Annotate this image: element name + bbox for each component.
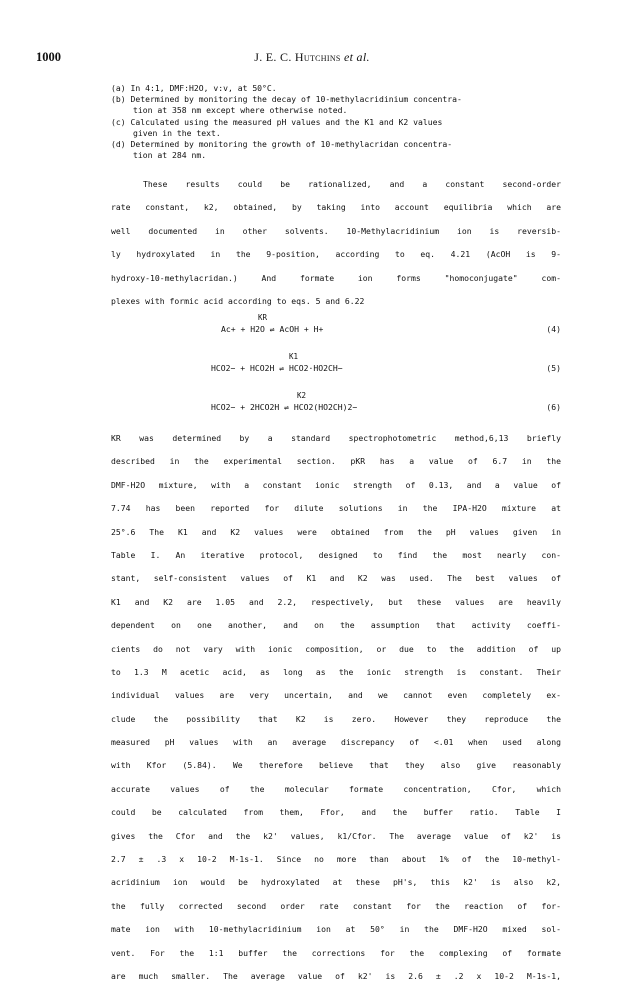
footnote-line: tion at 358 nm except where otherwise noted. [133,105,348,116]
text-line: 2.7 ± .3 x 10-2 M-1s-1. Since no more than about 1% of the 10-methyl- [111,854,561,865]
table-footnotes [111,83,561,161]
text-line: clude the possibility that K2 is zero. However they reproduce the [111,713,561,724]
equation-6 [111,391,561,421]
text-line: ly hydroxylated in the 9-position, according to eq. 4.21 (AcOH is 9- [111,249,561,260]
text-line: KR was determined by a standard spectrophotometric method,6,13 briefly [111,433,561,443]
page-header [36,50,588,66]
text-line: are much smaller. The average value of k2' is 2.6 ± .2 x 10-2 M-1s-1, [111,970,561,981]
equation-number: (6) [546,402,561,412]
footnote-line: (d) Determined by monitoring the growth of 10-methylacridan concentra- [111,139,453,150]
text-line: hydroxy-10-methylacridan.) And formate ion forms "homoconjugate" com- [111,272,561,283]
footnote-line: tion at 284 nm. [133,150,207,161]
text-line: mate ion with 10-methylacridinium ion at 50° in the DMF-H2O mixed sol- [111,924,561,935]
text-line: DMF-H2O mixture, with a constant ionic strength of 0.13, and a value of [111,479,561,490]
text-line: accurate values of the molecular formate concentration, Cfor, which [111,783,561,794]
text-line: the fully corrected second order rate constant for the reaction of for- [111,900,561,911]
equilibrium-constant: KR [258,313,268,322]
text-line: acridinium ion would be hydroxylated at these pH's, this k2' is also k2, [111,877,561,888]
text-line: with Kfor (5.84). We therefore believe that they also give reasonably [111,760,561,771]
text-line: measured pH values with an average discrepancy of <.01 when used along [111,737,561,748]
equation-4 [111,313,561,343]
equilibrium-constant: K1 [289,352,299,361]
text-line: well documented in other solvents. 10-Methylacridinium ion is reversib- [111,225,561,236]
text-line: These results could be rationalized, and a constant second-order [143,179,561,189]
equilibrium-constant: K2 [297,391,307,400]
footnote-line: (c) Calculated using the measured pH values and the K1 and K2 values [111,116,443,127]
equation-number: (4) [546,324,561,334]
text-line: 7.74 has been reported for dilute solutions in the IPA-H2O mixture at [111,503,561,514]
text-line: to 1.3 M acetic acid, as long as the ionic strength is constant. Their [111,666,561,677]
text-line: dependent on one another, and on the assumption that activity coeffi- [111,620,561,631]
equation-text: Ac+ + H2O ⇌ AcOH + H+ [221,324,324,334]
text-line: cients do not vary with ionic composition, or due to the addition of up [111,643,561,654]
footnote-line: (a) In 4:1, DMF:H2O, v:v, at 50°C. [111,83,277,93]
text-line: individual values are very uncertain, and we cannot even completely ex- [111,690,561,701]
text-line: rate constant, k2, obtained, by taking into account equilibria which are [111,202,561,213]
page-number: 1000 [36,50,61,64]
text-line: vent. For the 1:1 buffer the corrections for the complexing of formate [111,947,561,958]
text-line: described in the experimental section. pKR has a value of 6.7 in the [111,456,561,467]
text-line: stant, self-consistent values of K1 and K2 was used. The best values of [111,573,561,584]
paragraph-2 [111,432,561,993]
text-line: plexes with formic acid according to eqs. 5 and 6.22 [111,295,365,306]
equation-5 [111,352,561,382]
text-line: Table I. An iterative protocol, designed to find the most nearly con- [111,549,561,560]
equation-number: (5) [546,363,561,373]
footnote-line: given in the text. [133,127,221,138]
equation-text: HCO2− + 2HCO2H ⇌ HCO2(HO2CH)2− [211,402,358,412]
text-line: gives the Cfor and the k2' values, k1/Cfor. The average value of k2' is [111,830,561,841]
paragraph-1 [111,178,561,318]
equation-text: HCO2− + HCO2H ⇌ HCO2·HO2CH− [211,363,343,373]
text-line: could be calculated from them, Ffor, and the buffer ratio. Table I [111,807,561,818]
running-author: J. E. C. Hutchins et al. [254,50,370,64]
text-line: 25°.6 The K1 and K2 values were obtained from the pH values given in [111,526,561,537]
footnote-line: (b) Determined by monitoring the decay of 10-methylacridinium concentra- [111,94,462,105]
text-line: K1 and K2 are 1.05 and 2.2, respectively, but these values are heavily [111,596,561,607]
